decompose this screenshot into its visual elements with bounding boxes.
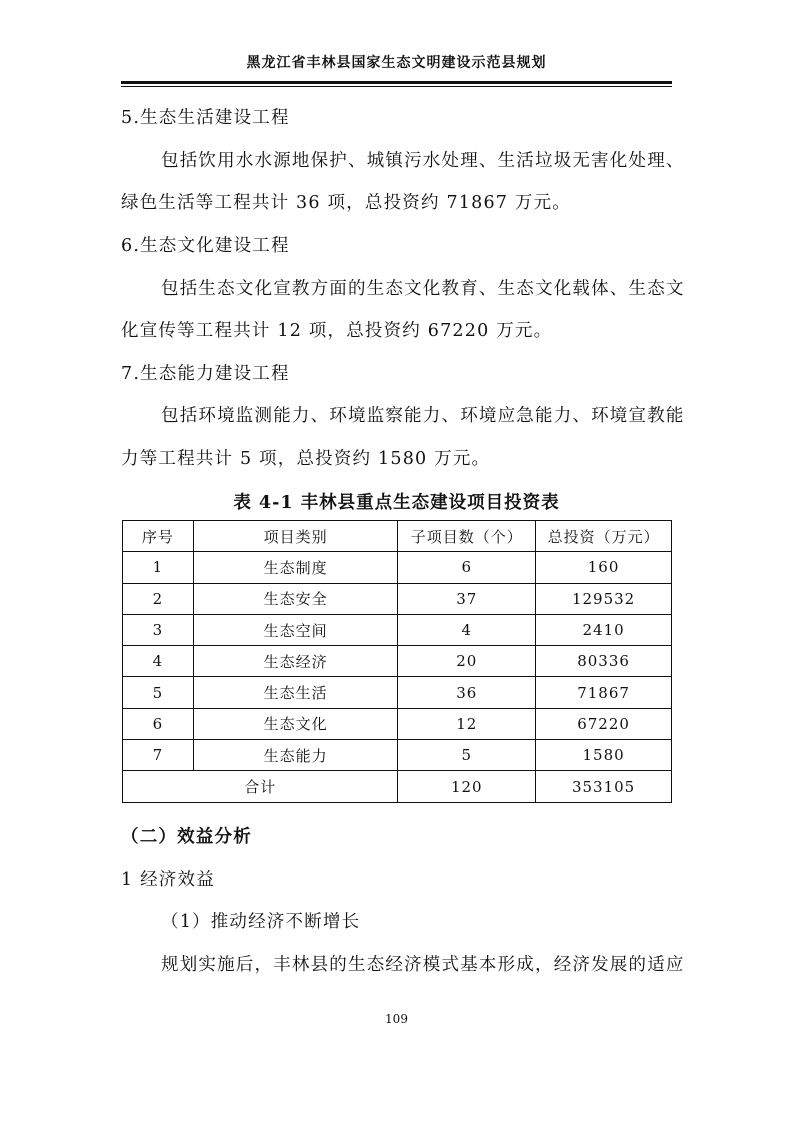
cell-investment: 71867: [536, 677, 672, 708]
table-row: [123, 677, 672, 708]
total-investment: 353105: [536, 771, 672, 802]
cell-investment: 1580: [536, 740, 672, 771]
section-heading-7: 7.生态能力建设工程: [121, 364, 290, 384]
table-row: [123, 740, 672, 771]
section-heading-5: 5.生态生活建设工程: [121, 108, 290, 128]
cell-category: 生态生活: [193, 677, 398, 708]
table-header-row: [123, 521, 672, 552]
page-header-title: 黑龙江省丰林县国家生态文明建设示范县规划: [246, 55, 547, 71]
cell-investment: 2410: [536, 614, 672, 645]
cell-investment: 129532: [536, 583, 672, 614]
header-subproject-count: 子项目数（个）: [398, 521, 536, 552]
table-caption: 表 4-1 丰林县重点生态建设项目投资表: [233, 493, 560, 513]
table-row: [123, 708, 672, 739]
cell-investment: 160: [536, 552, 672, 583]
cell-index: 5: [123, 677, 194, 708]
cell-category: 生态空间: [193, 614, 398, 645]
economic-benefit-heading: 1 经济效益: [121, 870, 215, 890]
cell-count: 20: [398, 646, 536, 677]
economic-growth-subheading: （1）推动经济不断增长: [161, 912, 361, 932]
header-rule-thick: [121, 81, 672, 84]
header-rule-thin: [121, 86, 672, 87]
table-row: [123, 646, 672, 677]
section-heading-6: 6.生态文化建设工程: [121, 236, 290, 256]
table-total-row: [123, 771, 672, 802]
table-row: [123, 614, 672, 645]
total-count: 120: [398, 771, 536, 802]
table-row: [123, 583, 672, 614]
cell-investment: 67220: [536, 708, 672, 739]
section-body-7-line2: 力等工程共计 5 项，总投资约 1580 万元。: [121, 449, 491, 469]
header-total-investment: 总投资（万元）: [536, 521, 672, 552]
cell-index: 2: [123, 583, 194, 614]
section-body-6-line2: 化宣传等工程共计 12 项，总投资约 67220 万元。: [121, 321, 553, 341]
cell-index: 6: [123, 708, 194, 739]
header-index: 序号: [123, 521, 194, 552]
table-row: [123, 552, 672, 583]
section-body-5-line1: 包括饮用水水源地保护、城镇污水处理、生活垃圾无害化处理、: [161, 151, 685, 171]
cell-investment: 80336: [536, 646, 672, 677]
section-body-7-line1: 包括环境监测能力、环境监察能力、环境应急能力、环境宣教能: [161, 406, 685, 426]
cell-category: 生态经济: [193, 646, 398, 677]
cell-index: 1: [123, 552, 194, 583]
cell-count: 36: [398, 677, 536, 708]
cell-category: 生态文化: [193, 708, 398, 739]
cell-count: 6: [398, 552, 536, 583]
header-category: 项目类别: [193, 521, 398, 552]
total-label: 合计: [123, 771, 398, 802]
cell-count: 37: [398, 583, 536, 614]
cell-category: 生态制度: [193, 552, 398, 583]
cell-category: 生态安全: [193, 583, 398, 614]
cell-index: 7: [123, 740, 194, 771]
cell-category: 生态能力: [193, 740, 398, 771]
page-number: 109: [385, 1012, 408, 1026]
section-body-6-line1: 包括生态文化宣教方面的生态文化教育、生态文化载体、生态文: [161, 279, 685, 299]
cell-count: 12: [398, 708, 536, 739]
benefit-heading: （二）效益分析: [121, 827, 252, 847]
cell-count: 5: [398, 740, 536, 771]
benefit-body-line1: 规划实施后，丰林县的生态经济模式基本形成，经济发展的适应: [161, 955, 685, 975]
cell-index: 4: [123, 646, 194, 677]
cell-index: 3: [123, 614, 194, 645]
investment-table: [122, 520, 672, 803]
cell-count: 4: [398, 614, 536, 645]
section-body-5-line2: 绿色生活等工程共计 36 项，总投资约 71867 万元。: [121, 193, 571, 213]
